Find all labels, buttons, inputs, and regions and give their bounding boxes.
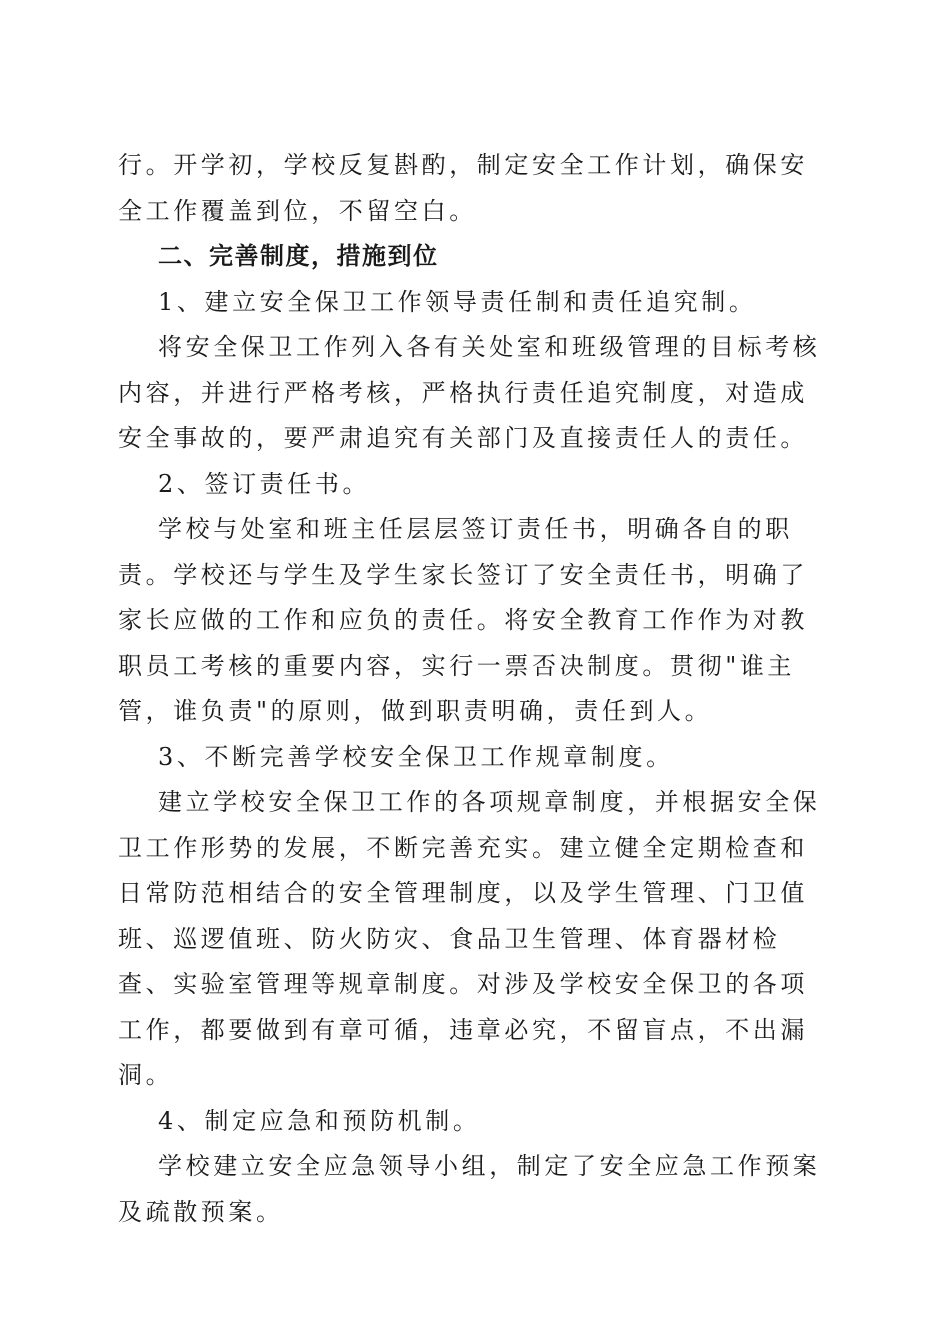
body-paragraph-2: 学校与处室和班主任层层签订责任书，明确各自的职责。学校还与学生及学生家长签订了安全责任书，明确了家长应做的工作和应负的责任。将安全教育工作作为对教职员工考核的重要内容，实行一票否决制度。贯彻"谁主管，谁负责"的原则，做到职责明确，责任到人。 (118, 515, 808, 725)
body-paragraph-4: 学校建立安全应急领导小组，制定了安全应急工作预案及疏散预案。 (118, 1152, 821, 1226)
body-paragraph-3: 建立学校安全保卫工作的各项规章制度，并根据安全保卫工作形势的发展，不断完善充实。建立健全定期检查和日常防范相结合的安全管理制度，以及学生管理、门卫值班、巡逻值班、防火防灾、食品卫生管理、体育器材检查、实验室管理等规章制度。对涉及学校安全保卫的各项工作，都要做到有章可循，违章必究，不留盲点，不出漏洞。 (118, 788, 821, 1089)
list-item-3: 3、不断完善学校安全保卫工作规章制度。 (158, 742, 674, 771)
paragraph-continuation: 行。开学初，学校反复斟酌，制定安全工作计划，确保安全工作覆盖到位，不留空白。 (118, 151, 808, 225)
list-item-1: 1、建立安全保卫工作领导责任制和责任追究制。 (158, 287, 757, 316)
document-body (118, 143, 828, 1235)
list-item-2: 2、签订责任书。 (158, 469, 371, 498)
section-heading: 二、完善制度，措施到位 (158, 242, 439, 270)
list-item-4: 4、制定应急和预防机制。 (158, 1106, 481, 1135)
body-paragraph-1: 将安全保卫工作列入各有关处室和班级管理的目标考核内容，并进行严格考核，严格执行责任追究制度，对造成安全事故的，要严肃追究有关部门及直接责任人的责任。 (118, 333, 821, 452)
